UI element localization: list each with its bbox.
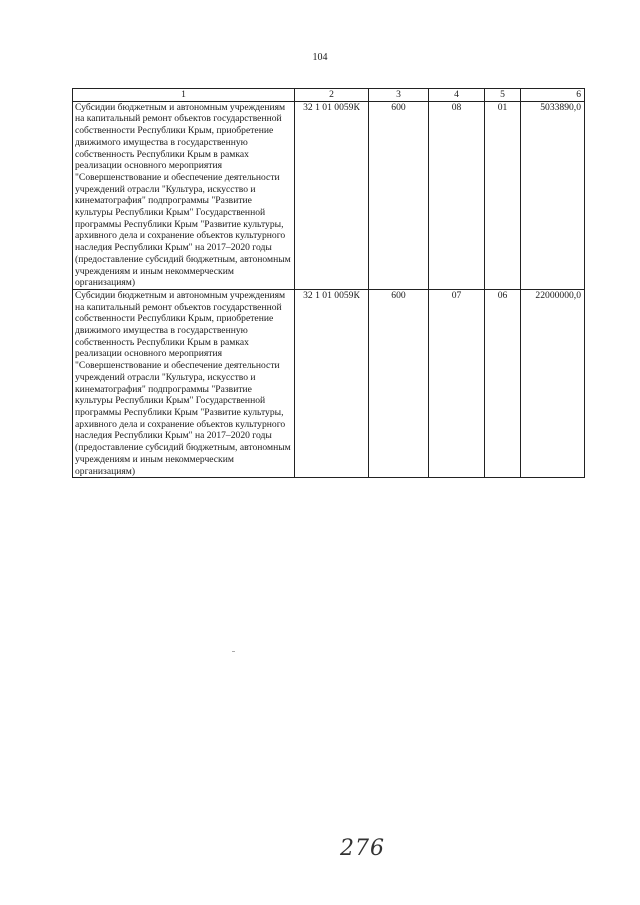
row-section: 07 — [429, 289, 485, 477]
table-header-row — [73, 89, 585, 102]
row-expense-type: 600 — [369, 101, 429, 289]
table-row — [73, 101, 585, 289]
row-amount: 22000000,0 — [521, 289, 585, 477]
scan-speck — [232, 651, 235, 652]
page-number: 104 — [312, 52, 328, 63]
row-target-code: 32 1 01 0059К — [295, 101, 369, 289]
row-section: 08 — [429, 101, 485, 289]
row-amount: 5033890,0 — [521, 101, 585, 289]
handwritten-page-number: 276 — [340, 836, 385, 861]
column-header-3: 3 — [369, 89, 429, 102]
row-expense-type: 600 — [369, 289, 429, 477]
row-subsection: 06 — [485, 289, 521, 477]
column-header-6: 6 — [521, 89, 585, 102]
column-header-4: 4 — [429, 89, 485, 102]
row-target-code: 32 1 01 0059К — [295, 289, 369, 477]
column-header-1: 1 — [73, 89, 295, 102]
column-header-5: 5 — [485, 89, 521, 102]
row-description: Субсидии бюджетным и автономным учреждениям на капитальный ремонт объектов государственной собственности Республики Крым, приобретение движимого имущества в государственную собственность Республики Крым в рамках реализации основного мероприятия "Совершенствование и обеспечение деятельности учреждений отрасли "Культура, искусство и кинематография" подпрограммы "Развитие культуры Республики Крым" Государственной программы Республики Крым "Развитие культуры, архивного дела и сохранение объектов культурного наследия Республики Крым" на 2017–2020 годы (предоставление субсидий бюджетным, автономным учреждениям и иным некоммерческим организациям) — [73, 289, 295, 477]
row-description: Субсидии бюджетным и автономным учреждениям на капитальный ремонт объектов государственной собственности Республики Крым, приобретение движимого имущества в государственную собственность Республики Крым в рамках реализации основного мероприятия "Совершенствование и обеспечение деятельности учреждений отрасли "Культура, искусство и кинематография" подпрограммы "Развитие культуры Республики Крым" Государственной программы Республики Крым "Развитие культуры, архивного дела и сохранение объектов культурного наследия Республики Крым" на 2017–2020 годы (предоставление субсидий бюджетным, автономным учреждениям и иным некоммерческим организациям) — [73, 101, 295, 289]
budget-table — [72, 88, 585, 478]
row-subsection: 01 — [485, 101, 521, 289]
table-row — [73, 289, 585, 477]
column-header-2: 2 — [295, 89, 369, 102]
